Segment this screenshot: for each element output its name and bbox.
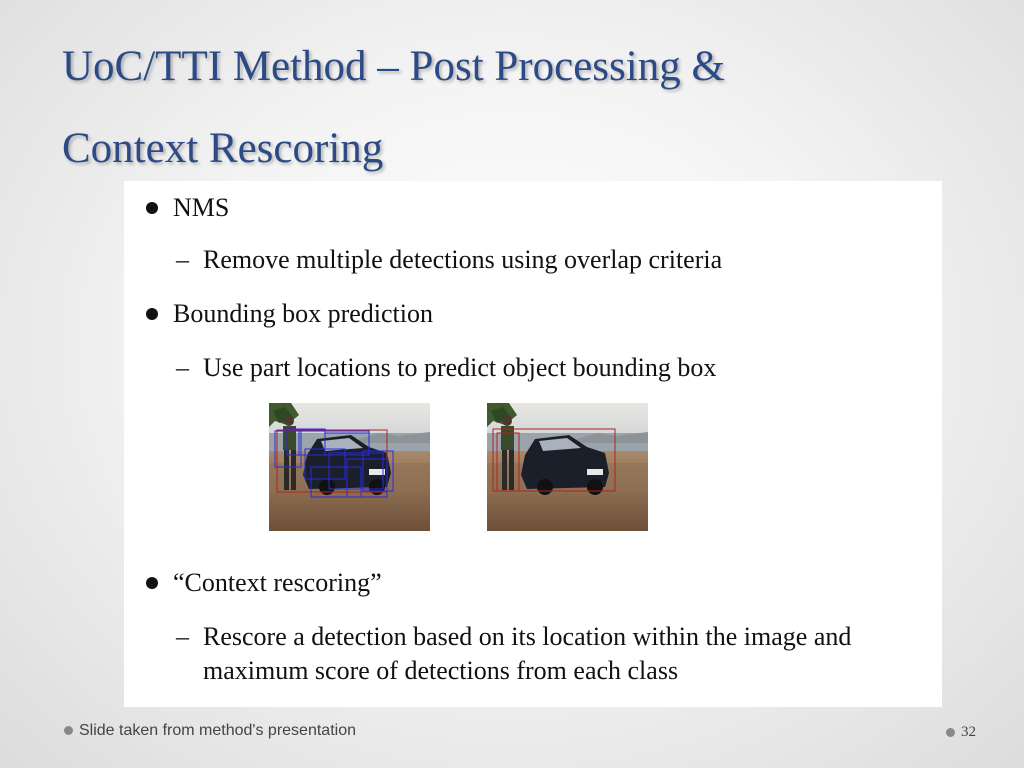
detection-photo-bbox — [487, 403, 648, 531]
sub-bullet-line-2: maximum score of detections from each class — [203, 656, 679, 685]
bullet-dot-icon — [146, 577, 158, 589]
slide-title — [62, 26, 962, 190]
sub-bullet-text: Remove multiple detections using overlap criteria — [203, 245, 723, 274]
title-line-2: Context Rescoring — [62, 125, 384, 172]
dash-icon: – — [176, 353, 189, 382]
dash-icon: – — [176, 245, 189, 274]
bullet-label: NMS — [173, 193, 230, 222]
bullet-dot-icon — [146, 202, 158, 214]
bullet-label: Bounding box prediction — [173, 299, 433, 328]
footer-dot-icon — [64, 726, 73, 735]
dash-icon: – — [176, 622, 189, 651]
content-panel — [124, 181, 942, 707]
bullet-dot-icon — [146, 308, 158, 320]
detection-photo-parts — [269, 403, 430, 531]
page-number — [946, 724, 976, 741]
sub-bullet-text: Use part locations to predict object bounding box — [203, 353, 717, 382]
footer-note — [64, 722, 356, 740]
page-dot-icon — [946, 728, 955, 737]
page-number-text: 32 — [961, 724, 976, 740]
bullet-label: “Context rescoring” — [173, 568, 382, 597]
title-line-1: UoC/TTI Method – Post Processing & — [62, 43, 725, 90]
sub-bullet-text-multiline — [203, 620, 943, 688]
footer-text: Slide taken from method's presentation — [79, 722, 356, 739]
sub-bullet-line-1: Rescore a detection based on its location within the image and — [203, 622, 852, 651]
